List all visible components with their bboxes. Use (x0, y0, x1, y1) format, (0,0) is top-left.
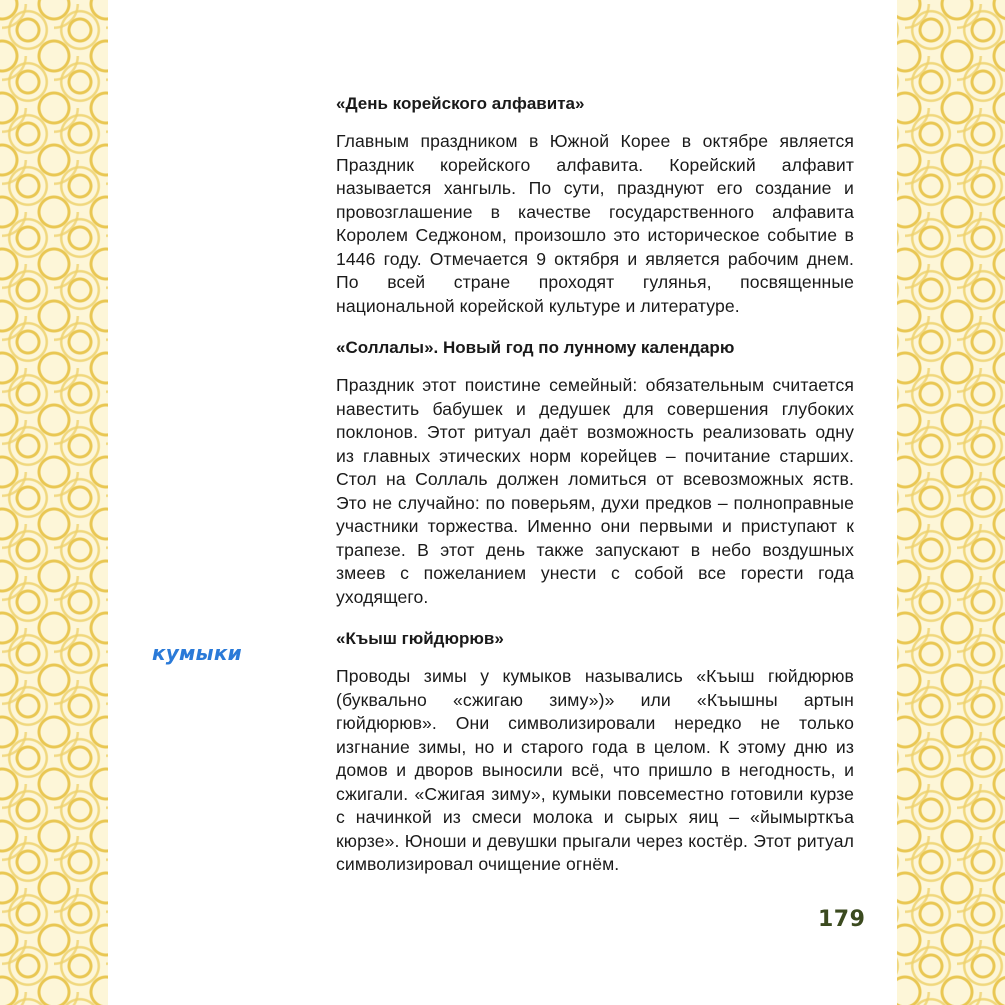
right-ornament-border (897, 0, 1005, 1005)
people-section-tag: кумыки (152, 641, 242, 665)
section-text-sollal: Праздник этот поистине семейный: обязательным считается навестить бабушек и дедушек для совершения глубоких поклонов. Этот ритуал даёт возможность реализовать одну из главных этических норм корейцев – почитание старших. Стол на Соллаль должен ломиться от всевозможных яств. Это не случайно: по поверьям, духи предков – полноправные участники торжества. Именно они первыми и приступают к трапезе. В этот день также запускают в небо воздушных змеев с пожеланием унести с собой все горести года уходящего. (336, 375, 854, 607)
section-heading-kysh-guydyuryuv: «Къыш гюйдюрюв» (336, 629, 504, 648)
section-text-korean-alphabet-day: Главным праздником в Южной Корее в октябре является Праздник корейского алфавита. Корейский алфавит называется хангыль. По сути, празднуют его создание и провозглашение в качестве государственного алфавита Королем Седжоном, произошло это историческое событие в 1446 году. Отмечается 9 октября и является рабочим днем. По всей стране проходят гулянья, посвященные национальной корейской культуре и литературе. (336, 131, 854, 316)
section-heading-sollal: «Соллалы». Новый год по лунному календарю (336, 338, 735, 357)
section-heading-korean-alphabet-day: «День корейского алфавита» (336, 94, 585, 113)
page-number: 179 (818, 907, 866, 932)
left-ornament-border (0, 0, 108, 1005)
article-body (336, 92, 854, 895)
section-text-kysh-guydyuryuv: Проводы зимы у кумыков назывались «Къыш гюйдюрюв (буквально «сжигаю зиму»)» или «Къышны артын гюйдюрюв». Они символизировали нередко не только изгнание зимы, но и старого года в целом. К этому дню из домов и дворов выносили всё, что пришло в негодность, и сжигали. «Сжигая зиму», кумыки повсеместно готовили курзе с начинкой из смеси молока и сырых яиц – «йымырткъа кюрзе». Юноши и девушки прыгали через костёр. Этот ритуал символизировал очищение огнём. (336, 666, 854, 874)
